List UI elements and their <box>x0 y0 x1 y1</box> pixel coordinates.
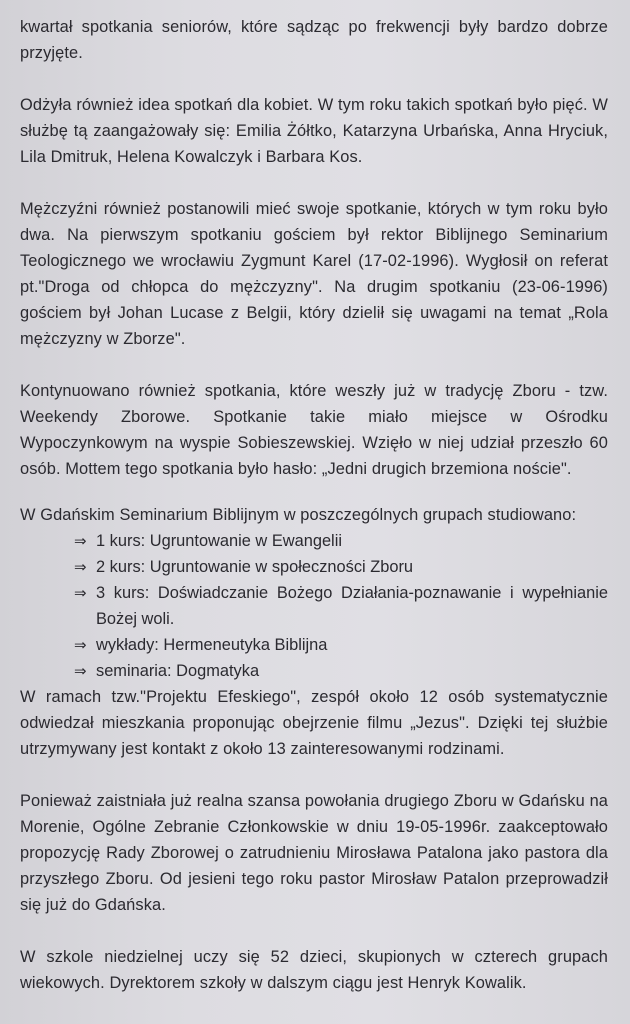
arrow-right-icon: ⇒ <box>74 558 87 576</box>
list-item-text: 2 kurs: Ugruntowanie w społeczności Zboru <box>96 558 414 576</box>
list-item <box>20 632 608 658</box>
paragraph-seniors: kwartał spotkania seniorów, które sądząc po frekwencji były bardzo dobrze przyjęte. <box>20 18 608 62</box>
arrow-right-icon: ⇒ <box>74 532 87 550</box>
paragraph-sunday-school: W szkole niedzielnej uczy się 52 dzieci, skupionych w czterech grupach wiekowych. Dyrektorem szkoły w dalszym ciągu jest Henryk Kowalik. <box>20 948 608 992</box>
list-item <box>20 528 608 554</box>
list-item-text: 1 kurs: Ugruntowanie w Ewangelii <box>96 532 342 550</box>
paragraph-second-church: Ponieważ zaistniała już realna szansa powołania drugiego Zboru w Gdańsku na Morenie, Ogólne Zebranie Członkowskie w dniu 19-05-1996r. zaakceptowało propozycję Rady Zborowej o zatrudnieniu Mirosława Patalona jako pastora dla przyszłego Zboru. Od jesieni tego roku pastor Mirosław Patalon przeprowadził się już do Gdańska. <box>20 792 608 914</box>
list-item <box>20 658 608 684</box>
seminary-course-list <box>20 528 608 684</box>
paragraph-ephesian-project: W ramach tzw."Projektu Efeskiego", zespół około 12 osób systematycznie odwiedzał mieszkania proponując obejrzenie filmu „Jezus". Dzięki tej służbie utrzymywany jest kontakt z około 13 zainteresowanymi rodzinami. <box>20 688 608 758</box>
list-item <box>20 580 608 632</box>
list-item-text: wykłady: Hermeneutyka Biblijna <box>96 636 328 654</box>
arrow-right-icon: ⇒ <box>74 636 87 654</box>
arrow-right-icon: ⇒ <box>74 584 87 602</box>
arrow-right-icon: ⇒ <box>74 662 87 680</box>
list-item-text: 3 kurs: Doświadczanie Bożego Działania-poznawanie i wypełnianie Bożej woli. <box>96 584 608 628</box>
paragraph-church-weekends: Kontynuowano również spotkania, które weszły już w tradycję Zboru - tzw. Weekendy Zborowe. Spotkanie takie miało miejsce w Ośrodku Wypoczynkowym na wyspie Sobieszewskiej. Wzięło w niej udział przeszło 60 osób. Mottem tego spotkania było hasło: „Jedni drugich brzemiona noście". <box>20 382 608 478</box>
paragraph-men-meetings: Mężczyźni również postanowili mieć swoje spotkanie, których w tym roku było dwa. Na pierwszym spotkaniu gościem był rektor Biblijnego Seminarium Teologicznego we wrocławiu Zygmunt Karel (17-02-1996). Wygłosił on referat pt."Droga od chłopca do mężczyzny". Na drugim spotkaniu (23-06-1996) gościem był Johan Lucase z Belgii, który dzielił się uwagami na temat „Rola mężczyzny w Zborze". <box>20 200 608 348</box>
paragraph-women-meetings: Odżyła również idea spotkań dla kobiet. W tym roku takich spotkań było pięć. W służbę tą zaangażowały się: Emilia Żółtko, Katarzyna Urbańska, Anna Hryciuk, Lila Dmitruk, Helena Kowalczyk i Barbara Kos. <box>20 96 608 166</box>
list-item-text: seminaria: Dogmatyka <box>96 662 260 680</box>
paragraph-seminary-intro: W Gdańskim Seminarium Biblijnym w poszczególnych grupach studiowano: <box>20 506 577 524</box>
list-item <box>20 554 608 580</box>
